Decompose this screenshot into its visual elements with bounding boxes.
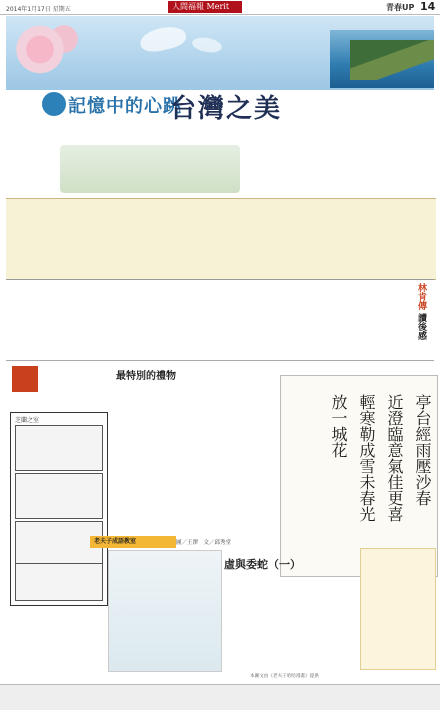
read-after-heading (396, 283, 426, 340)
read-after-label: 讀後感 (416, 313, 426, 341)
feature-title-part1: 記憶中的心跳 (68, 96, 182, 117)
newspaper-logo: 人間福報 Merit (168, 1, 242, 13)
comic-panel-1 (15, 425, 103, 471)
idiom-cartoon (108, 550, 222, 672)
idiom-credits: 圖／王澤 文／邱秀堂 (176, 540, 232, 546)
cherry-blossom-image (8, 18, 88, 88)
comic-panel-4 (15, 563, 103, 601)
section-name: 青春UP (386, 3, 415, 12)
section-divider-2 (6, 360, 434, 361)
page-number: 14 (420, 0, 436, 13)
poem-line-3: 輕寒勒成雪未春光 (357, 394, 376, 522)
article-columns-body (10, 203, 390, 275)
page-footer (0, 684, 440, 710)
comic-source: 本圖文由《老夫子哈哈漫畫》提供 (250, 674, 319, 679)
hiker-illustration (60, 145, 240, 193)
poem-line-1: 亭台經雨壓沙春 (413, 394, 432, 506)
masthead (0, 0, 440, 15)
comic-title: 芝蘭之室 (15, 417, 40, 424)
feature-body-left (8, 108, 58, 198)
calligraphy-poem (280, 375, 438, 577)
idiom-comic-strip (10, 412, 108, 606)
poetry-section-badge (12, 366, 38, 392)
comic-panel-2 (15, 473, 103, 519)
gift-article-title: 最特別的禮物 (116, 371, 176, 382)
article-columns (6, 198, 436, 280)
section-divider (6, 279, 434, 280)
idiom-classroom-banner: 老夫子成語教室 (90, 536, 176, 548)
poem-line-2: 近澄臨意氣佳更喜 (385, 394, 404, 522)
poem-line-4: 放一城花 (329, 394, 348, 458)
issue-date: 2014年1月17日 星期五 (6, 6, 71, 13)
cliff-image (350, 40, 434, 80)
idiom-notes (360, 548, 436, 670)
feature-body-right (246, 92, 434, 196)
footer-body (30, 688, 432, 708)
feature-title-part2: 台灣之美 (170, 94, 283, 124)
read-after-title: 林肯傳 (416, 283, 426, 310)
idiom-story-title: 虛與委蛇（一） (224, 558, 301, 571)
